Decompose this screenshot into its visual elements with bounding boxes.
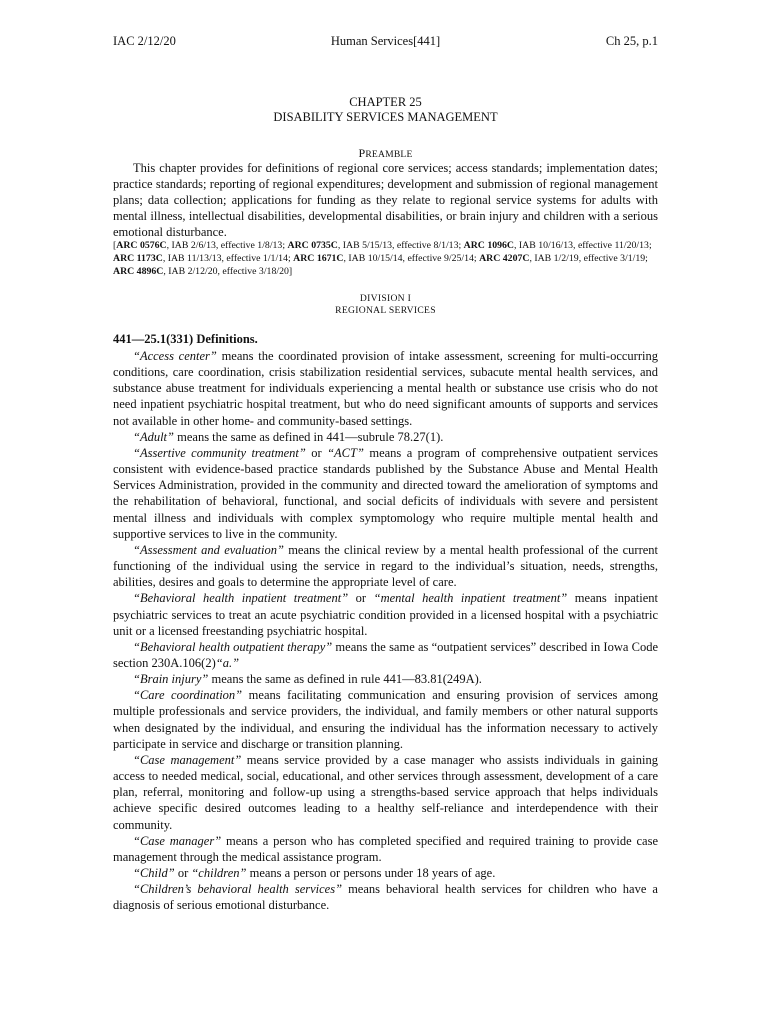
history-citation: , IAB 10/16/13, effective 11/20/13; [514, 240, 652, 251]
division-heading [113, 293, 658, 317]
definition-paragraph [113, 639, 658, 671]
definition-paragraph [113, 429, 658, 445]
chapter-number: CHAPTER 25 [349, 95, 422, 109]
definition-term: “Behavioral health inpatient treatment” [133, 591, 349, 606]
rule-title: 441—25.1(331) Definitions. [113, 332, 258, 346]
division-title: REGIONAL SERVICES [335, 305, 436, 316]
history-arc-number: ARC 1173C [113, 253, 163, 264]
preamble-heading-rest: REAMBLE [365, 149, 413, 160]
definition-term: “Child” [133, 866, 175, 880]
definition-text: means the same as defined in 441—subrule 78.27(1). [174, 429, 444, 444]
history-arc-number: ARC 4207C [479, 253, 530, 264]
definition-paragraph [113, 348, 658, 429]
chapter-title: DISABILITY SERVICES MANAGEMENT [273, 110, 498, 124]
definition-text: means behavioral health services for children who have a diagnosis of serious emotional disturbance. [113, 882, 658, 913]
definition-term-alt: “mental health inpatient treatment” [373, 591, 568, 606]
history-arc-number: ARC 0735C [287, 240, 338, 251]
definition-term: “Children’s behavioral health services” [133, 882, 343, 897]
header-date: IAC 2/12/20 [113, 34, 176, 48]
definition-citation-paragraph: “a.” [215, 655, 240, 670]
history-citation: , IAB 10/15/14, effective 9/25/14; [343, 253, 480, 264]
definition-term: “Assessment and evaluation” [133, 542, 284, 557]
header-page-ref: Ch 25, p.1 [605, 34, 658, 48]
history-citation: , IAB 2/12/20, effective 3/18/20] [163, 266, 293, 277]
definition-term: “Case manager” [133, 833, 222, 848]
definition-text: means the same as “outpatient services” described in Iowa Code section 230A.106(2) [113, 639, 658, 670]
preamble-text: This chapter provides for definitions of regional core services; access standards; implementation dates; practice standards; reporting of regional expenditures; development and submission of regional management plans; data collection; applications for funding as they relate to regional service systems for adults with mental illness, intellectual disabilities, developmental disabilities, or brain injury and children with a serious emotional disturbance. [113, 161, 658, 239]
definition-paragraph [113, 542, 658, 590]
definition-text: means the coordinated provision of intake assessment, screening for multi-occurring conditions, care coordination, crisis stabilization residential services, subacute mental health services, and substance abuse treatment for individuals experiencing a mental health or substance use crisis who do not need inpatient psychiatric hospital treatment, but who do need significant amounts of supports and services not available in other home- and community-based settings. [113, 349, 658, 428]
definition-term: “Brain injury” [133, 672, 209, 687]
preamble-heading-initial: P [358, 146, 366, 160]
definition-connector: or [305, 445, 328, 460]
history-citation: , IAB 1/2/19, effective 3/1/19; [529, 253, 648, 264]
definition-connector: or [348, 591, 374, 606]
definition-paragraph [113, 833, 658, 865]
definition-term: “Access center” [133, 349, 217, 363]
definition-term: “Assertive community treatment” [133, 445, 306, 460]
definition-text: means the clinical review by a mental health professional of the current functioning of the individual using the service in regard to the individual’s situation, needs, strengths, abilities, desires and goals to determine the appropriate level of care. [113, 542, 659, 590]
definition-paragraph [113, 445, 658, 542]
definition-text: means a program of comprehensive outpatient services consistent with evidence-based practice standards published by the Substance Abuse and Mental Health Services Administration, provided in the community and directed toward the amelioration of symptoms and the rehabilitation of behavioral, functional, and social deficits of individuals with severe and persistent mental illness and individuals with complex symptomology who require multiple mental health and supportive services to live in the community. [113, 445, 658, 541]
definition-term: “Care coordination” [133, 688, 243, 703]
history-arc-number: ARC 1671C [293, 253, 344, 264]
header-agency: Human Services[441] [330, 34, 441, 48]
history-arc-number: ARC 1096C [463, 240, 514, 251]
history-arc-number: ARC 0576C [116, 240, 167, 251]
history-citation: , IAB 11/13/13, effective 1/1/14; [162, 253, 294, 264]
preamble-heading [113, 146, 658, 161]
history-note [113, 239, 658, 278]
definition-text: means the same as defined in rule 441—83.81(249A). [208, 672, 482, 687]
history-arc-number: ARC 4896C [113, 266, 164, 277]
definition-paragraph [113, 865, 658, 881]
definition-connector: or [174, 866, 192, 880]
chapter-heading [113, 95, 658, 125]
history-citation: , IAB 5/15/13, effective 8/1/13; [337, 240, 464, 251]
definition-text: means facilitating communication and ensuring provision of services among multiple professionals and service providers, the individual, and family members or other natural supports when designated by the individual, and ensuring the individual has the information necessary to actively participate in service and discharge or transition planning. [113, 688, 658, 751]
definition-text: means inpatient psychiatric services to treat an acute psychiatric condition provided in a licensed hospital with a psychiatric unit or a licensed freestanding psychiatric hospital. [113, 591, 658, 638]
definition-paragraph [113, 590, 658, 638]
definition-term: “Adult” [133, 429, 174, 444]
history-citation: , IAB 2/6/13, effective 1/8/13; [166, 240, 288, 251]
definition-term-alt: “ACT” [327, 445, 364, 460]
definitions-list [113, 348, 658, 913]
running-header [113, 34, 658, 50]
division-number: DIVISION I [359, 293, 412, 304]
definition-paragraph [113, 752, 658, 833]
definition-term: “Case management” [133, 752, 242, 767]
definition-text: means service provided by a case manager who assists individuals in gaining access to needed medical, social, educational, and other services through assessment, development of a care plan, referral, monitoring and follow-up using a strengths-based service approach that helps individuals achieve specific desired outcomes leading to a healthy self-reliance and interdependence with their community. [113, 752, 658, 832]
history-prefix: [ [113, 240, 117, 251]
definition-paragraph [113, 671, 658, 687]
definition-paragraph [113, 881, 658, 913]
definition-term: “Behavioral health outpatient therapy” [133, 639, 333, 654]
definition-term-alt: “children” [191, 866, 247, 880]
definition-text: means a person or persons under 18 years of age. [246, 866, 496, 880]
definition-text: means a person who has completed specified and required training to provide case management through the medical assistance program. [113, 833, 658, 864]
definition-paragraph [113, 687, 658, 752]
